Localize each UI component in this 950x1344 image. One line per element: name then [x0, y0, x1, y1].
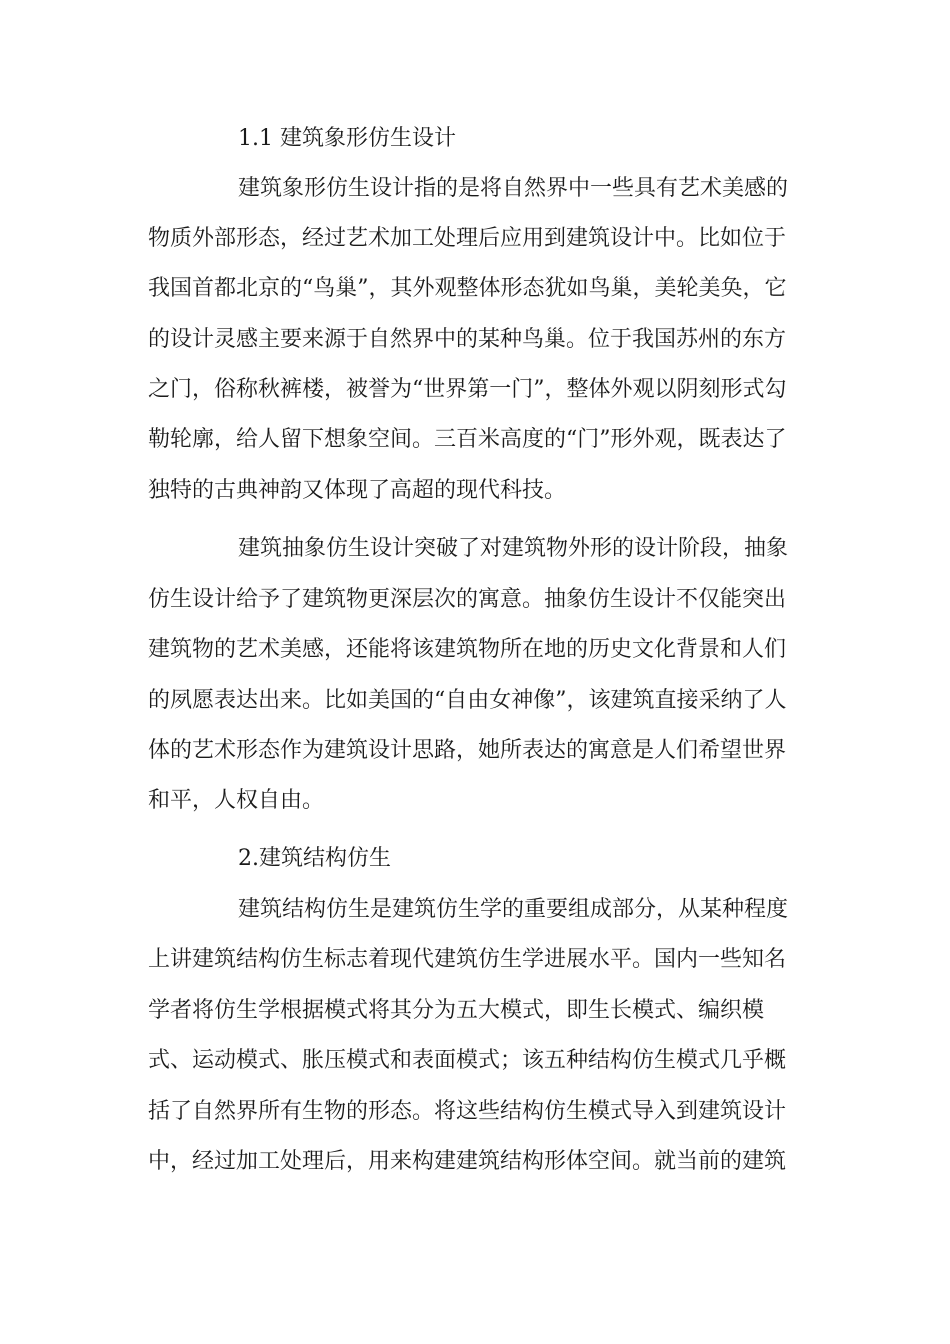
section-heading: 2.建筑结构仿生	[238, 846, 391, 871]
paragraph-line: 建筑结构仿生是建筑仿生学的重要组成部分，从某种程度	[238, 897, 789, 922]
paragraph-line: 物质外部形态，经过艺术加工处理后应用到建筑设计中。比如位于	[148, 226, 787, 251]
paragraph-line: 括了自然界所有生物的形态。将这些结构仿生模式导入到建筑设计	[148, 1099, 787, 1124]
paragraph-line: 的设计灵感主要来源于自然界中的某种鸟巢。位于我国苏州的东方	[148, 327, 787, 352]
section-heading: 1.1 建筑象形仿生设计	[238, 126, 456, 151]
paragraph-line: 建筑物的艺术美感，还能将该建筑物所在地的历史文化背景和人们	[148, 637, 787, 662]
paragraph-line: 式、运动模式、胀压模式和表面模式；该五种结构仿生模式几乎概	[148, 1048, 787, 1073]
paragraph-line: 的夙愿表达出来。比如美国的“自由女神像”，该建筑直接采纳了人	[148, 688, 787, 713]
paragraph-line: 我国首都北京的“鸟巢”，其外观整体形态犹如鸟巢，美轮美奂，它	[148, 276, 787, 301]
paragraph-line: 建筑抽象仿生设计突破了对建筑物外形的设计阶段，抽象	[238, 536, 789, 561]
paragraph-line: 和平，人权自由。	[148, 788, 325, 813]
paragraph-line: 学者将仿生学根据模式将其分为五大模式，即生长模式、编织模	[148, 998, 765, 1023]
paragraph-line: 建筑象形仿生设计指的是将自然界中一些具有艺术美感的	[238, 176, 789, 201]
paragraph-line: 体的艺术形态作为建筑设计思路，她所表达的寓意是人们希望世界	[148, 738, 787, 763]
paragraph-line: 上讲建筑结构仿生标志着现代建筑仿生学进展水平。国内一些知名	[148, 947, 787, 972]
paragraph-line: 仿生设计给予了建筑物更深层次的寓意。抽象仿生设计不仅能突出	[148, 587, 787, 612]
paragraph-line: 中，经过加工处理后，用来构建建筑结构形体空间。就当前的建筑	[148, 1149, 787, 1174]
paragraph-line: 独特的古典神韵又体现了高超的现代科技。	[148, 478, 567, 503]
paragraph-line: 勒轮廓，给人留下想象空间。三百米高度的“门”形外观，既表达了	[148, 427, 787, 452]
paragraph-line: 之门，俗称秋裤楼，被誉为“世界第一门”，整体外观以阴刻形式勾	[148, 377, 787, 402]
